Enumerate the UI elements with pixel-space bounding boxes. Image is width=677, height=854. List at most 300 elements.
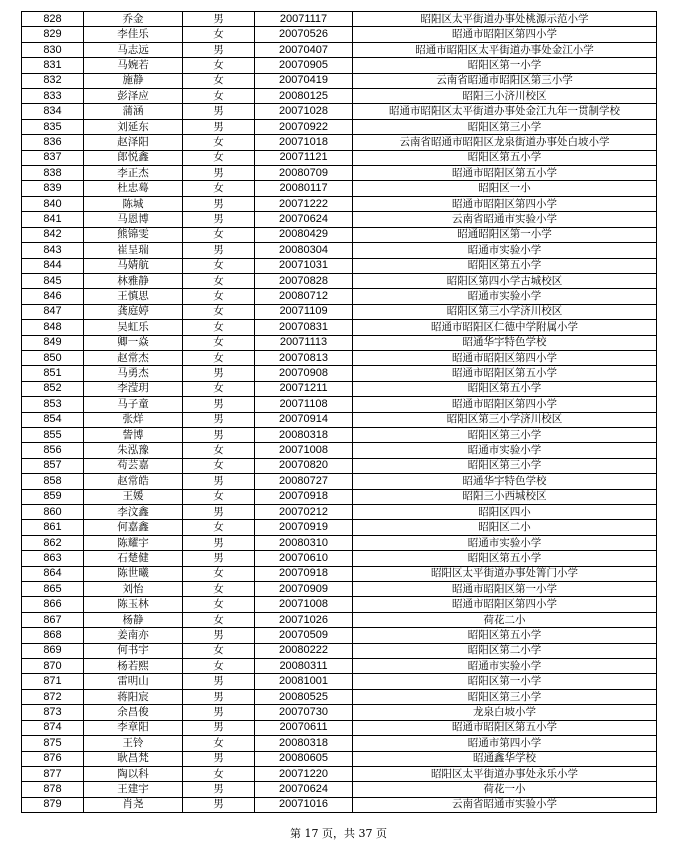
row-number-cell: 850	[22, 350, 84, 365]
gender-cell: 男	[183, 751, 255, 766]
table-row	[22, 659, 657, 674]
table-row	[22, 736, 657, 751]
student-name-cell: 马恩博	[84, 212, 183, 227]
birth-date-cell: 20070813	[255, 350, 353, 365]
school-cell: 昭通市实验小学	[353, 289, 657, 304]
table-row	[22, 335, 657, 350]
gender-cell: 女	[183, 350, 255, 365]
student-name-cell: 李正杰	[84, 166, 183, 181]
birth-date-cell: 20070831	[255, 320, 353, 335]
birth-date-cell: 20080709	[255, 166, 353, 181]
row-number-cell: 866	[22, 597, 84, 612]
school-cell: 昭阳区第三小学济川校区	[353, 412, 657, 427]
school-cell: 昭阳区二小	[353, 520, 657, 535]
gender-cell: 女	[183, 335, 255, 350]
table-row	[22, 505, 657, 520]
gender-cell: 女	[183, 150, 255, 165]
school-cell: 昭通市实验小学	[353, 443, 657, 458]
school-cell: 昭通市昭阳区第五小学	[353, 166, 657, 181]
table-row	[22, 135, 657, 150]
student-name-cell: 赵常杰	[84, 350, 183, 365]
gender-cell: 女	[183, 520, 255, 535]
gender-cell: 男	[183, 705, 255, 720]
table-row	[22, 397, 657, 412]
row-number-cell: 830	[22, 42, 84, 57]
row-number-cell: 834	[22, 104, 84, 119]
birth-date-cell: 20071031	[255, 258, 353, 273]
row-number-cell: 863	[22, 551, 84, 566]
table-row	[22, 119, 657, 134]
gender-cell: 男	[183, 166, 255, 181]
row-number-cell: 837	[22, 150, 84, 165]
table-row	[22, 73, 657, 88]
row-number-cell: 842	[22, 227, 84, 242]
birth-date-cell: 20080318	[255, 427, 353, 442]
student-name-cell: 张烊	[84, 412, 183, 427]
birth-date-cell: 20070212	[255, 505, 353, 520]
birth-date-cell: 20071113	[255, 335, 353, 350]
gender-cell: 男	[183, 196, 255, 211]
student-name-cell: 刘怡	[84, 582, 183, 597]
school-cell: 昭阳区第五小学	[353, 551, 657, 566]
student-name-cell: 崔呈瑞	[84, 243, 183, 258]
row-number-cell: 847	[22, 304, 84, 319]
birth-date-cell: 20080318	[255, 736, 353, 751]
table-row	[22, 42, 657, 57]
table-row	[22, 628, 657, 643]
birth-date-cell: 20071211	[255, 381, 353, 396]
birth-date-cell: 20070730	[255, 705, 353, 720]
birth-date-cell: 20071018	[255, 135, 353, 150]
school-cell: 昭通市昭阳区第四小学	[353, 397, 657, 412]
row-number-cell: 862	[22, 535, 84, 550]
row-number-cell: 840	[22, 196, 84, 211]
table-row	[22, 612, 657, 627]
row-number-cell: 854	[22, 412, 84, 427]
gender-cell: 男	[183, 797, 255, 812]
school-cell: 昭阳区第五小学	[353, 150, 657, 165]
table-row	[22, 150, 657, 165]
birth-date-cell: 20071109	[255, 304, 353, 319]
birth-date-cell: 20071028	[255, 104, 353, 119]
row-number-cell: 869	[22, 643, 84, 658]
school-cell: 昭阳区第一小学	[353, 674, 657, 689]
birth-date-cell: 20070914	[255, 412, 353, 427]
school-cell: 昭通市昭阳区第五小学	[353, 366, 657, 381]
student-name-cell: 吴虹乐	[84, 320, 183, 335]
row-number-cell: 843	[22, 243, 84, 258]
student-name-cell: 雷明山	[84, 674, 183, 689]
row-number-cell: 868	[22, 628, 84, 643]
student-name-cell: 何嘉鑫	[84, 520, 183, 535]
gender-cell: 男	[183, 628, 255, 643]
student-name-cell: 陈城	[84, 196, 183, 211]
table-row	[22, 289, 657, 304]
row-number-cell: 851	[22, 366, 84, 381]
birth-date-cell: 20070611	[255, 720, 353, 735]
table-row	[22, 166, 657, 181]
row-number-cell: 849	[22, 335, 84, 350]
student-name-cell: 王媛	[84, 489, 183, 504]
row-number-cell: 876	[22, 751, 84, 766]
table-row	[22, 566, 657, 581]
student-name-cell: 熊锦雯	[84, 227, 183, 242]
table-row	[22, 366, 657, 381]
student-name-cell: 李汶鑫	[84, 505, 183, 520]
student-name-cell: 蒲涵	[84, 104, 183, 119]
school-cell: 昭通市第四小学	[353, 736, 657, 751]
school-cell: 龙泉白坡小学	[353, 705, 657, 720]
student-name-cell: 王慎思	[84, 289, 183, 304]
row-number-cell: 852	[22, 381, 84, 396]
table-row	[22, 412, 657, 427]
student-name-cell: 刘延东	[84, 119, 183, 134]
gender-cell: 女	[183, 458, 255, 473]
gender-cell: 女	[183, 443, 255, 458]
student-name-cell: 石楚健	[84, 551, 183, 566]
school-cell: 昭阳区第三小学	[353, 427, 657, 442]
birth-date-cell: 20080712	[255, 289, 353, 304]
student-name-cell: 乔金	[84, 12, 183, 27]
gender-cell: 男	[183, 689, 255, 704]
gender-cell: 男	[183, 535, 255, 550]
gender-cell: 女	[183, 612, 255, 627]
school-cell: 昭阳三小西城校区	[353, 489, 657, 504]
row-number-cell: 831	[22, 58, 84, 73]
birth-date-cell: 20071026	[255, 612, 353, 627]
birth-date-cell: 20071121	[255, 150, 353, 165]
table-row	[22, 258, 657, 273]
birth-date-cell: 20070820	[255, 458, 353, 473]
student-name-cell: 赵泽阳	[84, 135, 183, 150]
school-cell: 昭阳区第一小学	[353, 58, 657, 73]
table-row	[22, 243, 657, 258]
table-row	[22, 212, 657, 227]
gender-cell: 女	[183, 289, 255, 304]
table-row	[22, 320, 657, 335]
row-number-cell: 853	[22, 397, 84, 412]
birth-date-cell: 20080605	[255, 751, 353, 766]
student-name-cell: 马勇杰	[84, 366, 183, 381]
gender-cell: 女	[183, 597, 255, 612]
gender-cell: 女	[183, 227, 255, 242]
row-number-cell: 873	[22, 705, 84, 720]
birth-date-cell: 20070610	[255, 551, 353, 566]
birth-date-cell: 20070905	[255, 58, 353, 73]
table-row	[22, 797, 657, 812]
school-cell: 昭阳区太平街道办事处桃源示范小学	[353, 12, 657, 27]
gender-cell: 男	[183, 243, 255, 258]
gender-cell: 男	[183, 412, 255, 427]
birth-date-cell: 20070828	[255, 273, 353, 288]
gender-cell: 男	[183, 551, 255, 566]
row-number-cell: 878	[22, 782, 84, 797]
student-name-cell: 何书宇	[84, 643, 183, 658]
gender-cell: 女	[183, 89, 255, 104]
school-cell: 昭通市昭阳区第一小学	[353, 582, 657, 597]
school-cell: 昭通市昭阳区仁德中学附属小学	[353, 320, 657, 335]
school-cell: 昭通市实验小学	[353, 535, 657, 550]
row-number-cell: 856	[22, 443, 84, 458]
student-name-cell: 陶以科	[84, 766, 183, 781]
table-row	[22, 458, 657, 473]
birth-date-cell: 20071220	[255, 766, 353, 781]
row-number-cell: 865	[22, 582, 84, 597]
birth-date-cell: 20070407	[255, 42, 353, 57]
row-number-cell: 833	[22, 89, 84, 104]
table-row	[22, 782, 657, 797]
gender-cell: 女	[183, 659, 255, 674]
student-name-cell: 赵常皓	[84, 474, 183, 489]
gender-cell: 男	[183, 674, 255, 689]
row-number-cell: 871	[22, 674, 84, 689]
student-name-cell: 姜南亦	[84, 628, 183, 643]
birth-date-cell: 20071108	[255, 397, 353, 412]
school-cell: 昭通市昭阳区第四小学	[353, 27, 657, 42]
school-cell: 昭阳区第五小学	[353, 381, 657, 396]
table-row	[22, 720, 657, 735]
student-name-cell: 杜忠蓦	[84, 181, 183, 196]
school-cell: 昭阳区第三小学	[353, 119, 657, 134]
school-cell: 昭通市昭阳区太平街道办事处金江九年一贯制学校	[353, 104, 657, 119]
table-row	[22, 12, 657, 27]
table-row	[22, 27, 657, 42]
school-cell: 昭阳区第三小学	[353, 689, 657, 704]
row-number-cell: 839	[22, 181, 84, 196]
student-name-cell: 马志远	[84, 42, 183, 57]
row-number-cell: 829	[22, 27, 84, 42]
student-name-cell: 陈世曦	[84, 566, 183, 581]
gender-cell: 男	[183, 505, 255, 520]
table-row	[22, 520, 657, 535]
row-number-cell: 861	[22, 520, 84, 535]
table-row	[22, 551, 657, 566]
student-name-cell: 马婧航	[84, 258, 183, 273]
school-cell: 昭阳区太平街道办事处永乐小学	[353, 766, 657, 781]
student-name-cell: 陈玉林	[84, 597, 183, 612]
student-name-cell: 朱泓豫	[84, 443, 183, 458]
gender-cell: 男	[183, 119, 255, 134]
student-name-cell: 蒋阳宸	[84, 689, 183, 704]
school-cell: 昭通市昭阳区第四小学	[353, 597, 657, 612]
student-name-cell: 林雅静	[84, 273, 183, 288]
row-number-cell: 845	[22, 273, 84, 288]
row-number-cell: 857	[22, 458, 84, 473]
table-row	[22, 381, 657, 396]
school-cell: 荷花一小	[353, 782, 657, 797]
student-name-cell: 杨若熙	[84, 659, 183, 674]
school-cell: 昭通市实验小学	[353, 243, 657, 258]
birth-date-cell: 20070922	[255, 119, 353, 134]
student-name-cell: 王建宇	[84, 782, 183, 797]
table-row	[22, 674, 657, 689]
birth-date-cell: 20071008	[255, 443, 353, 458]
gender-cell: 女	[183, 73, 255, 88]
school-cell: 荷花二小	[353, 612, 657, 627]
row-number-cell: 855	[22, 427, 84, 442]
student-name-cell: 耿昌梵	[84, 751, 183, 766]
school-cell: 昭通市昭阳区第四小学	[353, 350, 657, 365]
birth-date-cell: 20080222	[255, 643, 353, 658]
table-row	[22, 489, 657, 504]
school-cell: 昭阳区四小	[353, 505, 657, 520]
table-row	[22, 227, 657, 242]
birth-date-cell: 20080727	[255, 474, 353, 489]
birth-date-cell: 20070919	[255, 520, 353, 535]
gender-cell: 女	[183, 566, 255, 581]
birth-date-cell: 20080310	[255, 535, 353, 550]
gender-cell: 女	[183, 582, 255, 597]
student-name-cell: 李佳乐	[84, 27, 183, 42]
birth-date-cell: 20071016	[255, 797, 353, 812]
row-number-cell: 859	[22, 489, 84, 504]
school-cell: 昭通鑫华学校	[353, 751, 657, 766]
school-cell: 昭通昭阳区第一小学	[353, 227, 657, 242]
gender-cell: 男	[183, 212, 255, 227]
gender-cell: 女	[183, 273, 255, 288]
table-row	[22, 58, 657, 73]
row-number-cell: 858	[22, 474, 84, 489]
birth-date-cell: 20070909	[255, 582, 353, 597]
school-cell: 昭阳区第五小学	[353, 258, 657, 273]
row-number-cell: 828	[22, 12, 84, 27]
student-name-cell: 陈耀宇	[84, 535, 183, 550]
table-row	[22, 474, 657, 489]
student-name-cell: 马婉若	[84, 58, 183, 73]
school-cell: 昭通华宇特色学校	[353, 335, 657, 350]
student-name-cell: 訾博	[84, 427, 183, 442]
row-number-cell: 875	[22, 736, 84, 751]
table-row	[22, 689, 657, 704]
row-number-cell: 844	[22, 258, 84, 273]
school-cell: 昭阳区第五小学	[353, 628, 657, 643]
school-cell: 昭阳区一小	[353, 181, 657, 196]
table-row	[22, 273, 657, 288]
student-table	[21, 11, 657, 813]
school-cell: 昭阳区第三小学济川校区	[353, 304, 657, 319]
birth-date-cell: 20080525	[255, 689, 353, 704]
student-name-cell: 李章阳	[84, 720, 183, 735]
gender-cell: 男	[183, 474, 255, 489]
student-name-cell: 马子童	[84, 397, 183, 412]
school-cell: 云南省昭通市实验小学	[353, 212, 657, 227]
birth-date-cell: 20070419	[255, 73, 353, 88]
table-row	[22, 443, 657, 458]
school-cell: 昭阳区第四小学古城校区	[353, 273, 657, 288]
gender-cell: 男	[183, 397, 255, 412]
school-cell: 昭通华宇特色学校	[353, 474, 657, 489]
row-number-cell: 838	[22, 166, 84, 181]
table-row	[22, 304, 657, 319]
student-name-cell: 施静	[84, 73, 183, 88]
table-row	[22, 535, 657, 550]
gender-cell: 男	[183, 104, 255, 119]
gender-cell: 女	[183, 736, 255, 751]
birth-date-cell: 20070918	[255, 566, 353, 581]
birth-date-cell: 20081001	[255, 674, 353, 689]
gender-cell: 男	[183, 427, 255, 442]
gender-cell: 男	[183, 42, 255, 57]
gender-cell: 男	[183, 782, 255, 797]
gender-cell: 女	[183, 27, 255, 42]
birth-date-cell: 20080311	[255, 659, 353, 674]
gender-cell: 女	[183, 320, 255, 335]
student-name-cell: 彭泽应	[84, 89, 183, 104]
table-row	[22, 766, 657, 781]
school-cell: 昭通市昭阳区太平街道办事处金江小学	[353, 42, 657, 57]
birth-date-cell: 20080125	[255, 89, 353, 104]
table-row	[22, 104, 657, 119]
student-name-cell: 苟芸嘉	[84, 458, 183, 473]
gender-cell: 女	[183, 181, 255, 196]
row-number-cell: 860	[22, 505, 84, 520]
birth-date-cell: 20070908	[255, 366, 353, 381]
birth-date-cell: 20070624	[255, 212, 353, 227]
row-number-cell: 874	[22, 720, 84, 735]
school-cell: 云南省昭通市实验小学	[353, 797, 657, 812]
table-row	[22, 643, 657, 658]
row-number-cell: 836	[22, 135, 84, 150]
table-row	[22, 350, 657, 365]
birth-date-cell: 20080304	[255, 243, 353, 258]
table-row	[22, 582, 657, 597]
student-name-cell: 郎悦鑫	[84, 150, 183, 165]
student-name-cell: 余昌俊	[84, 705, 183, 720]
birth-date-cell: 20080429	[255, 227, 353, 242]
birth-date-cell: 20080117	[255, 181, 353, 196]
table-row	[22, 751, 657, 766]
row-number-cell: 864	[22, 566, 84, 581]
student-name-cell: 李滢玥	[84, 381, 183, 396]
birth-date-cell: 20070918	[255, 489, 353, 504]
row-number-cell: 879	[22, 797, 84, 812]
gender-cell: 女	[183, 766, 255, 781]
school-cell: 昭阳区第三小学	[353, 458, 657, 473]
row-number-cell: 848	[22, 320, 84, 335]
page-footer: 第 17 页，共 37 页	[290, 827, 387, 840]
school-cell: 昭阳三小济川校区	[353, 89, 657, 104]
gender-cell: 女	[183, 135, 255, 150]
birth-date-cell: 20070624	[255, 782, 353, 797]
student-name-cell: 肖尧	[84, 797, 183, 812]
gender-cell: 女	[183, 643, 255, 658]
table-row	[22, 181, 657, 196]
school-cell: 云南省昭通市昭阳区龙泉街道办事处白坡小学	[353, 135, 657, 150]
student-name-cell: 杨静	[84, 612, 183, 627]
birth-date-cell: 20070509	[255, 628, 353, 643]
row-number-cell: 870	[22, 659, 84, 674]
table-row	[22, 705, 657, 720]
birth-date-cell: 20070526	[255, 27, 353, 42]
gender-cell: 女	[183, 58, 255, 73]
row-number-cell: 867	[22, 612, 84, 627]
school-cell: 昭通市实验小学	[353, 659, 657, 674]
table-row	[22, 427, 657, 442]
school-cell: 昭通市昭阳区第四小学	[353, 196, 657, 211]
school-cell: 云南省昭通市昭阳区第三小学	[353, 73, 657, 88]
school-cell: 昭阳区太平街道办事处箐门小学	[353, 566, 657, 581]
row-number-cell: 841	[22, 212, 84, 227]
student-name-cell: 王铃	[84, 736, 183, 751]
gender-cell: 男	[183, 366, 255, 381]
birth-date-cell: 20071008	[255, 597, 353, 612]
row-number-cell: 832	[22, 73, 84, 88]
student-table-body	[22, 12, 657, 813]
school-cell: 昭通市昭阳区第五小学	[353, 720, 657, 735]
student-name-cell: 卿一焱	[84, 335, 183, 350]
row-number-cell: 835	[22, 119, 84, 134]
gender-cell: 男	[183, 720, 255, 735]
